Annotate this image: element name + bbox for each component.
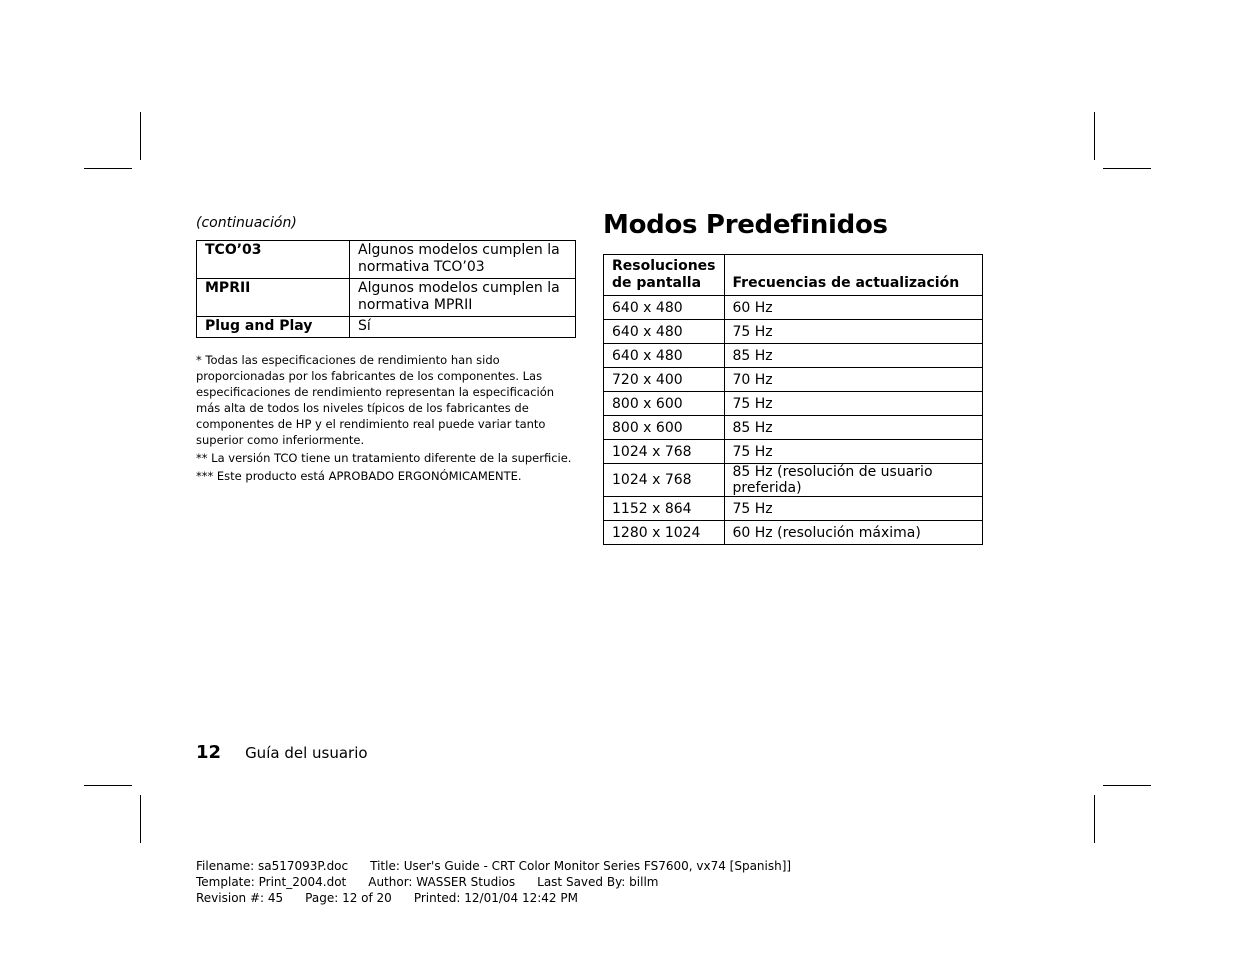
refresh-rate-cell: 85 Hz [724,344,982,368]
table-row [604,320,983,344]
page-footer [196,742,368,763]
crop-mark-bottom-left-vertical [140,795,141,843]
meta-author: Author: WASSER Studios [368,875,516,889]
left-column [196,215,576,486]
resolution-cell: 720 x 400 [604,368,725,392]
refresh-rate-cell: 60 Hz (resolución máxima) [724,521,982,545]
crop-mark-bottom-left-horizontal [84,785,132,786]
table-row [604,296,983,320]
spec-key: MPRII [197,279,350,317]
refresh-rate-cell: 75 Hz [724,440,982,464]
table-row [604,416,983,440]
table-row [604,344,983,368]
table-row [604,497,983,521]
resolution-cell: 1280 x 1024 [604,521,725,545]
spec-row [197,279,576,317]
continuation-label: (continuación) [196,215,297,231]
meta-line-2 [196,874,791,890]
footnote-2: ** La versión TCO tiene un tratamiento diferente de la superficie. [196,451,572,465]
page-number: 12 [196,742,222,763]
table-header-row [604,255,983,296]
meta-title: Title: User's Guide - CRT Color Monitor Series FS7600, vx74 [Spanish]] [370,859,792,873]
spec-table [196,240,576,338]
crop-mark-bottom-right-vertical [1094,795,1095,843]
footnote-1: * Todas las especificaciones de rendimiento han sido proporcionadas por los fabricantes de los componentes. Las especificaciones de rendimiento representan la especificación más alta de todos los niveles típicos de los fabricantes de componentes de HP y el rendimiento real puede variar tanto superior como inferiormente. [196,353,555,447]
crop-mark-top-right-horizontal [1103,168,1151,169]
meta-last-saved: Last Saved By: billm [537,875,659,889]
meta-filename: Filename: sa517093P.doc [196,859,349,873]
spec-value: Sí [350,317,576,338]
refresh-rate-cell: 75 Hz [724,392,982,416]
meta-page: Page: 12 of 20 [305,891,392,905]
resolution-cell: 640 x 480 [604,296,725,320]
resolution-cell: 800 x 600 [604,392,725,416]
resolution-cell: 1024 x 768 [604,464,725,497]
crop-mark-top-right-vertical [1094,112,1095,160]
header-resolution: Resoluciones de pantalla [604,255,725,296]
table-row [604,392,983,416]
meta-line-1 [196,858,791,874]
table-row [604,521,983,545]
resolution-cell: 1024 x 768 [604,440,725,464]
document-metadata [196,858,791,906]
header-refresh-rate: Frecuencias de actualización [724,255,982,296]
refresh-rate-cell: 85 Hz (resolución de usuario preferida) [724,464,982,497]
spec-row [197,317,576,338]
spec-key: TCO’03 [197,241,350,279]
meta-printed: Printed: 12/01/04 12:42 PM [413,891,578,905]
meta-template: Template: Print_2004.dot [196,875,347,889]
section-title: Modos Predefinidos [603,210,888,240]
crop-mark-top-left-vertical [140,112,141,160]
right-column [603,210,983,545]
spec-value: Algunos modelos cumplen la normativa MPRII [350,279,576,317]
table-row [604,440,983,464]
resolution-cell: 1152 x 864 [604,497,725,521]
refresh-rate-cell: 75 Hz [724,497,982,521]
crop-mark-top-left-horizontal [84,168,132,169]
table-row [604,368,983,392]
crop-mark-bottom-right-horizontal [1103,785,1151,786]
table-row [604,464,983,497]
refresh-rate-cell: 75 Hz [724,320,982,344]
meta-line-3 [196,890,791,906]
resolution-cell: 640 x 480 [604,344,725,368]
refresh-rate-cell: 70 Hz [724,368,982,392]
spec-value: Algunos modelos cumplen la normativa TCO’03 [350,241,576,279]
refresh-rate-cell: 85 Hz [724,416,982,440]
footnotes [196,352,576,484]
meta-revision: Revision #: 45 [196,891,284,905]
resolution-cell: 640 x 480 [604,320,725,344]
spec-key: Plug and Play [197,317,350,338]
resolution-cell: 800 x 600 [604,416,725,440]
refresh-rate-cell: 60 Hz [724,296,982,320]
guide-label: Guía del usuario [245,744,368,762]
spec-row [197,241,576,279]
preset-modes-table [603,254,983,545]
footnote-3: *** Este producto está APROBADO ERGONÓMICAMENTE. [196,469,522,483]
